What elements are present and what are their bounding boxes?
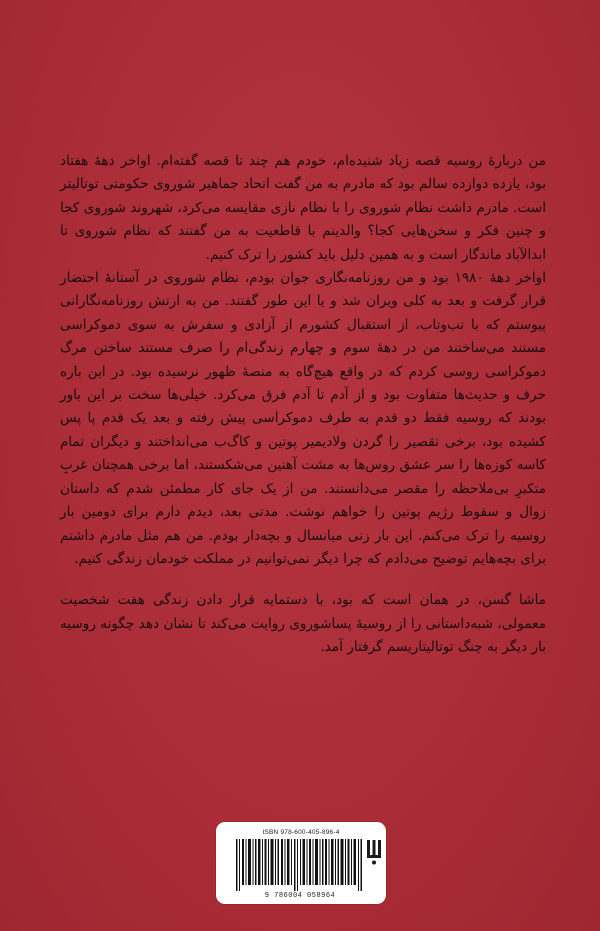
blurb-paragraph-3: ماشا گسن، در همان است که بود، با دستمایه قرار دادن زندگی هفت شخصیت معمولی، شبه‌داستانی را از روسیهٔ پساشوروی روایت می‌کند تا نشان دهد چگونه روسیه بار دیگر به چنگ توتالیتاریسم گرفتار آمد. (60, 592, 546, 656)
isbn-box (216, 822, 386, 904)
blurb-text (60, 150, 546, 660)
blurb-paragraph-1: من دربارهٔ روسیه قصه زیاد شنیده‌ام، خودم هم چند تا قصه گفته‌ام. اواخر دههٔ هفتاد بود، یازده دوازده سالم بود که مادرم به من گفت اتحاد جماهیر شوروی حکومتی توتالیتر است. مادرم داشت نظام شوروی را با نظام نازی مقایسه می‌کرد، شهروند شوروی کجا و چنین فکر و سخن‌هایی کجا؟ والدینم با قاطعیت به من گفتند که نظام شوروی تا ابدالآباد ماندگار است و به همین دلیل باید کشور را ترک کنیم. (60, 153, 546, 263)
publisher-logo-icon (366, 838, 382, 866)
paragraph-spacer (60, 571, 546, 589)
isbn-label: ISBN 978-600-405-896-4 (262, 829, 340, 836)
barcode-digits: 9 786004 058964 (264, 892, 336, 900)
blurb-paragraph-2: اواخر دههٔ ۱۹۸۰ بود و من روزنامه‌نگاری جوان بودم، نظام شوروی در آستانهٔ احتضار قرار گرفت و بعد به کلی ویران شد و یا این طور گفتند. من به ارتش روزنامه‌نگارانی پیوستم که با تب‌وتاب، از استقبال کشورم از آزادی و سفرش به سوی دموکراسی مستند می‌ساختند من در دههٔ سوم و چهارم زندگی‌ام را صرف مستند ساختن مرگ دموکراسی روسی کردم که در واقع هیچ‌گاه به منصهٔ ظهور نرسیده بود. در این باره حرف و حدیث‌ها متفاوت بود و از آدم تا آدم فرق می‌کرد. خیلی‌ها سخت بر این باور بودند که روسیه فقط دو قدم به طرف دموکراسی پیش رفته و بعد یک قدم پا پس کشیده بود، برخی تقصیر را گردن ولادیمیر پوتین و کاگ‌ب می‌انداختند و دیگران تمام کاسه کوزه‌ها را سر عشق روس‌ها به مشت آهنین می‌شکستند، اما برخی همچنان غربِ متکبرِ بی‌ملاحظه را مقصر می‌دانستند. من از یک جای کار مطمئن شدم که داستان زوال و سقوط رژیم پوتین را خواهم نوشت. مدتی بعد، دیدم دارم برای دومین بار روسیه را ترک می‌کنم. این بار زنی میانسال و بچه‌دار بودم. من هم مثل مادرم داشتم برای بچه‌هایم توضیح می‌دادم که چرا دیگر نمی‌توانیم در مملکت خودمان زندگی کنیم. (60, 270, 546, 567)
barcode-icon (236, 839, 364, 891)
